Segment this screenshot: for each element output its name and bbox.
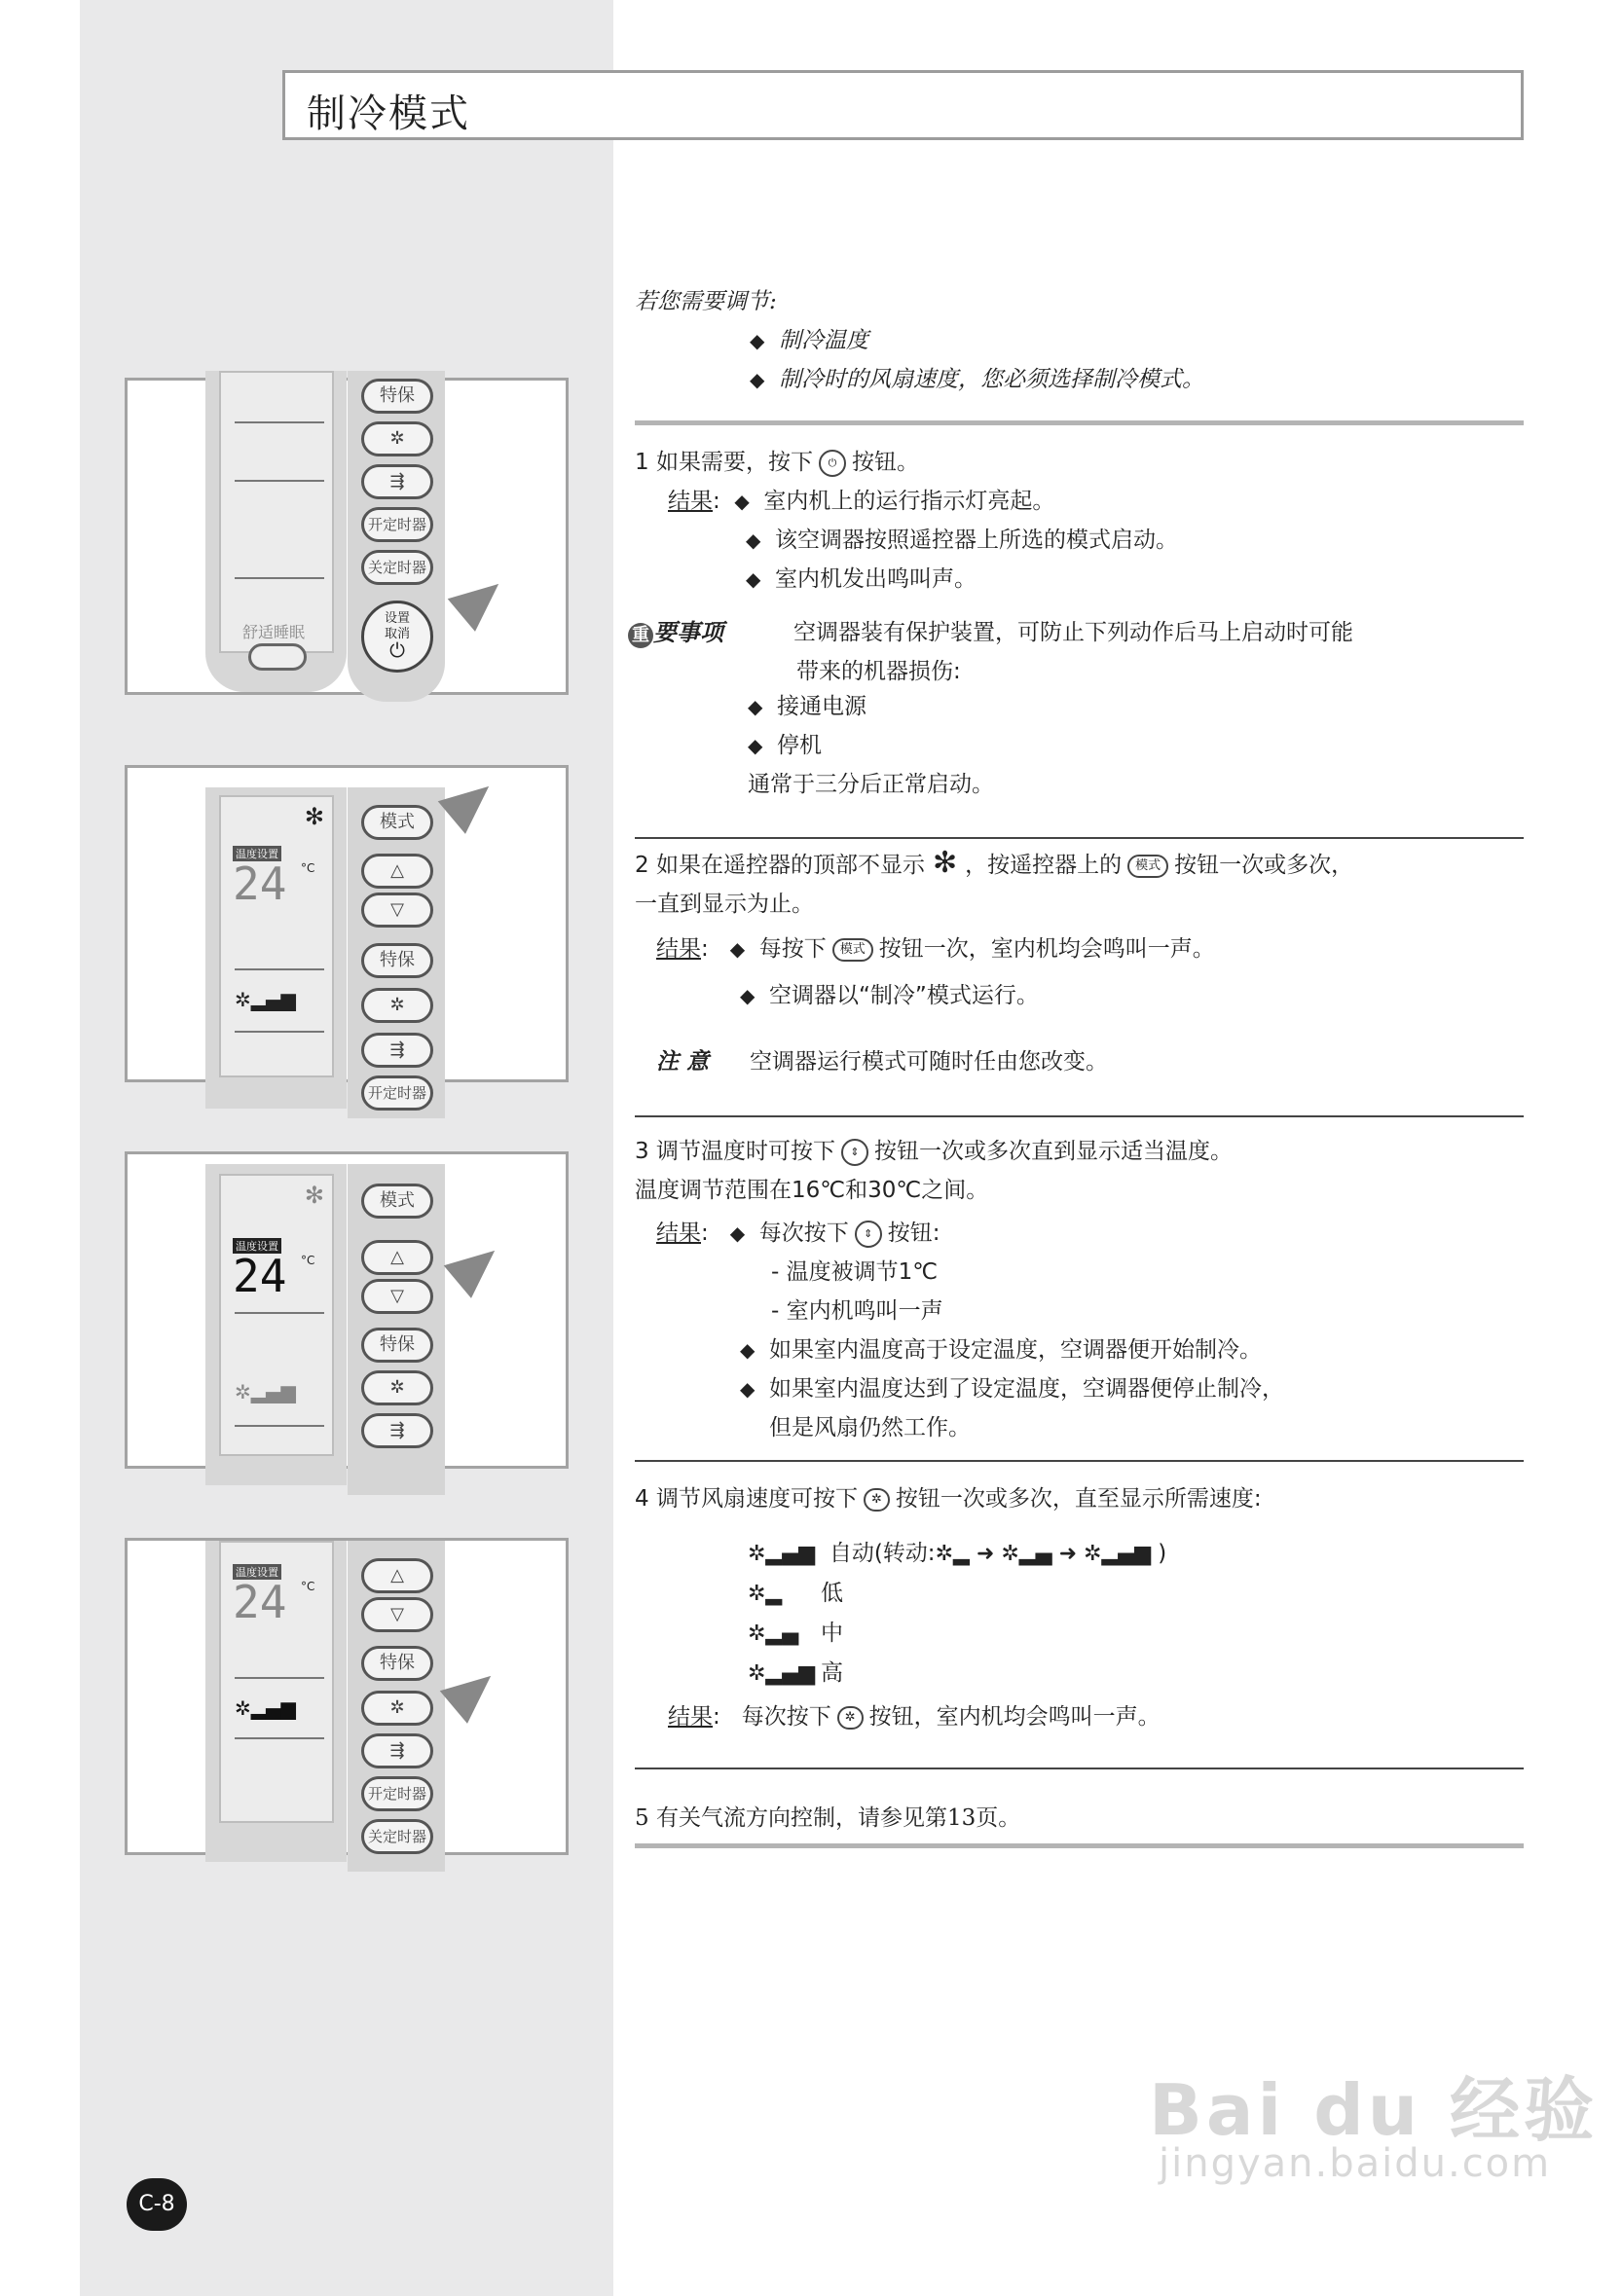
fan-speed-icon: ✲▂▄▆ <box>235 1696 296 1720</box>
important-item: ◆ 停机 <box>748 726 994 765</box>
remote-lcd-panel: 温度设置 24 °C ✲▂▄▆ <box>205 1541 347 1862</box>
remote-illustration-3 <box>125 1151 569 1469</box>
section-rule <box>635 1768 1524 1769</box>
section-rule <box>635 1460 1524 1462</box>
swing-icon: ⇶ <box>361 1733 433 1768</box>
power-button-icon: ⏻ <box>819 450 846 477</box>
diamond-icon: ◆ <box>750 329 765 352</box>
temp-up-icon: △ <box>361 854 433 889</box>
section-rule <box>635 1115 1524 1117</box>
snowflake-icon: ✻ <box>932 846 958 880</box>
fan-speed-icon: ✲▂▄▆ <box>235 1380 296 1403</box>
pointer-arrow <box>438 770 503 834</box>
step2-instruction: 2 如果在遥控器的顶部不显示 ✻ ，按遥控器上的 模式 按钮一次或多次， <box>635 846 1354 880</box>
mode-button-icon: 模式 <box>832 938 873 962</box>
diamond-icon: ◆ <box>748 695 763 718</box>
fan-speed-item: ✲▂▄▆ 高 <box>748 1654 1166 1694</box>
diamond-icon: ◆ <box>729 937 746 961</box>
diamond-icon: ◆ <box>740 1377 756 1401</box>
fan-icon: ✲ <box>361 421 433 456</box>
fan-speed-icon: ✲▂▄▆ <box>235 988 296 1011</box>
swing-icon: ⇶ <box>361 1413 433 1448</box>
fan-speed-low-icon: ✲▂ <box>748 1582 783 1606</box>
step4-result: 结果: 每次按下 ✲ 按钮，室内机均会鸣叫一声。 <box>668 1704 1161 1730</box>
diamond-icon: ◆ <box>748 734 763 757</box>
pointer-arrow <box>444 1234 509 1298</box>
step2-result: ◆ 空调器以“制冷”模式运行。 <box>635 976 1353 1015</box>
step4-instruction: 4 调节风扇速度可按下 ✲ 按钮一次或多次，直至显示所需速度: <box>635 1486 1262 1512</box>
remote-button-column: △ ▽ 特保 ✲ ⇶ 开定时器 关定时器 <box>348 1541 445 1872</box>
fan-button-icon: ✲ <box>837 1706 864 1730</box>
temp-up-down-icon: ⇕ <box>841 1139 868 1166</box>
diamond-icon: ◆ <box>740 984 756 1007</box>
pointer-arrow <box>448 567 513 632</box>
temp-down-icon: ▽ <box>361 1597 433 1632</box>
fan-speed-item: ✲▂ 低 <box>748 1574 1166 1614</box>
diamond-icon: ◆ <box>746 567 761 591</box>
step-2: 2 如果在遥控器的顶部不显示 ✻ ，按遥控器上的 模式 按钮一次或多次， 一直到显示为止。 结果: ◆ 每按下 模式 按钮一次，室内机均会鸣叫一声。 ◆ 空调器以“制冷”模式运行。 注 意 空调器运行模式可随时任由您改变。 <box>635 844 1353 1081</box>
mode-button-icon: 模式 <box>1127 855 1168 878</box>
fan-icon: ✲ <box>361 988 433 1023</box>
section-rule <box>635 837 1524 839</box>
step1-instruction: 1 如果需要，按下 ⏻ 按钮。 <box>635 450 919 475</box>
step-4 <box>635 1479 1262 1518</box>
remote-lcd-panel: ✻ 温度设置 24 °C ✲▂▄▆ <box>205 787 347 1109</box>
fan-speed-list <box>748 1534 1166 1694</box>
fan-speed-high-icon: ✲▂▄▆ <box>748 1661 816 1686</box>
fan-speed-cycle-icon: ✲▂ ➜ ✲▂▄ ➜ ✲▂▄▆ <box>935 1542 1159 1566</box>
remote-lcd-panel: 舒适睡眠 <box>205 371 347 692</box>
step-5: 5 有关气流方向控制，请参见第13页。 <box>635 1805 1021 1831</box>
intro-lead: 若您需要调节: <box>635 289 777 314</box>
important-list: ◆ 接通电源 ◆ 停机 通常于三分后正常启动。 <box>748 687 994 804</box>
diamond-icon: ◆ <box>746 528 761 552</box>
diamond-icon: ◆ <box>750 368 765 391</box>
diamond-icon: ◆ <box>740 1338 756 1362</box>
step3-result: ◆ 如果室内温度高于设定温度，空调器便开始制冷。 <box>635 1330 1284 1369</box>
step2-note: 注 意 空调器运行模式可随时任由您改变。 <box>656 1049 1108 1075</box>
step-3: 3 调节温度时可按下 ⇕ 按钮一次或多次直到显示适当温度。 温度调节范围在16℃和30℃之间。 结果: ◆ 每次按下 ⇕ 按钮: - 温度被调节1℃ - 室内机鸣叫一声 ◆ 如果室内温度高于设定温度，空调器便开始制冷。 ◆ 如果室内温度达到了设定温度，空调器便停止制冷， 但是风扇仍然工作。 <box>635 1132 1284 1447</box>
remote-illustration-2 <box>125 765 569 1102</box>
remote-button-column: 模式 △ ▽ 特保 ✲ ⇶ 开定时器 <box>348 787 445 1118</box>
remote-lcd-panel: ✻ 温度设置 24 °C ✲▂▄▆ <box>205 1164 347 1485</box>
temp-up-down-icon: ⇕ <box>855 1221 882 1248</box>
step1-result: ◆ 室内机发出鸣叫声。 <box>635 560 1178 599</box>
section-rule <box>635 420 1524 425</box>
swing-icon: ⇶ <box>361 1033 433 1068</box>
fan-speed-auto-icon: ✲▂▄▆ <box>748 1542 816 1566</box>
swing-icon: ⇶ <box>361 464 433 499</box>
temp-down-icon: ▽ <box>361 893 433 928</box>
fan-icon: ✲ <box>361 1370 433 1405</box>
snowflake-icon: ✻ <box>304 803 324 830</box>
section-rule <box>635 1843 1524 1848</box>
step3-result: ◆ 如果室内温度达到了设定温度，空调器便停止制冷， <box>635 1369 1284 1408</box>
important-icon: 重 <box>628 623 653 648</box>
step2-result: 结果: ◆ 每按下 模式 按钮一次，室内机均会鸣叫一声。 <box>635 929 1353 968</box>
page-number-badge: C-8 <box>127 2178 187 2231</box>
fan-button-icon: ✲ <box>864 1488 890 1512</box>
watermark-url: jingyan.baidu.com <box>1159 2141 1552 2186</box>
snowflake-icon: ✻ <box>304 1182 324 1209</box>
important-item: ◆ 接通电源 <box>748 687 994 726</box>
remote-illustration-4 <box>125 1538 569 1855</box>
page-title: 制冷模式 <box>307 91 470 136</box>
step3-result: 结果: ◆ 每次按下 ⇕ 按钮: <box>635 1214 1284 1253</box>
intro-section <box>635 282 1204 399</box>
step1-result: ◆ 该空调器按照遥控器上所选的模式启动。 <box>635 521 1178 560</box>
fan-speed-item: ✲▂▄ 中 <box>748 1614 1166 1654</box>
pointer-arrow <box>440 1659 505 1724</box>
step-1 <box>635 443 1178 599</box>
important-label: 重 要事项 <box>628 613 723 648</box>
temp-down-icon: ▽ <box>361 1279 433 1314</box>
fan-speed-item: ✲▂▄▆ 自动(转动:✲▂ ➜ ✲▂▄ ➜ ✲▂▄▆ ) <box>748 1541 1167 1566</box>
fan-speed-mid-icon: ✲▂▄ <box>748 1622 799 1646</box>
temp-up-icon: △ <box>361 1558 433 1593</box>
diamond-icon: ◆ <box>729 1221 746 1245</box>
important-text: 空调器装有保护装置，可防止下列动作后马上启动时可能 带来的机器损伤: <box>793 620 1353 684</box>
intro-item: ◆ 制冷温度 <box>635 321 1204 360</box>
diamond-icon: ◆ <box>734 490 750 513</box>
power-icon: ⏻ <box>389 638 405 662</box>
watermark-logo: Bai du 经验 <box>1149 2069 1599 2151</box>
temp-up-icon: △ <box>361 1240 433 1275</box>
remote-button-column: 特保 ✲ ⇶ 开定时器 关定时器 设置 取消 ⏻ <box>348 371 445 702</box>
step1-result: 结果: ◆ 室内机上的运行指示灯亮起。 <box>635 482 1178 521</box>
power-button: 设置 取消 ⏻ <box>361 601 433 673</box>
page-title-box <box>282 70 1524 140</box>
fan-icon: ✲ <box>361 1691 433 1726</box>
sleep-button <box>248 643 307 671</box>
remote-illustration-1 <box>125 378 569 695</box>
step3-instruction: 3 调节温度时可按下 ⇕ 按钮一次或多次直到显示适当温度。 <box>635 1139 1233 1164</box>
left-margin-band <box>80 0 613 2296</box>
intro-item: ◆ 制冷时的风扇速度，您必须选择制冷模式。 <box>635 360 1204 399</box>
remote-button-column: 模式 △ ▽ 特保 ✲ ⇶ <box>348 1164 445 1495</box>
